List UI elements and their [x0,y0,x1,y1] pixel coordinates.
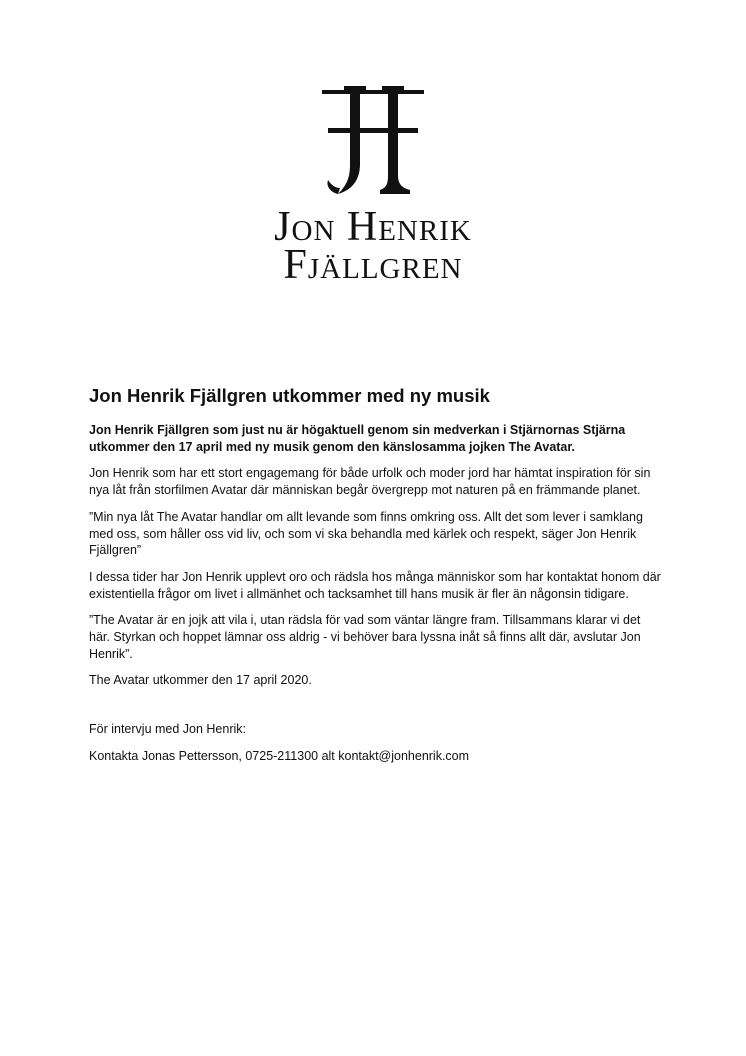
logo-line-1: Jon Henrik [274,204,472,250]
article-paragraph: ”The Avatar är en jojk att vila i, utan rädsla för vad som väntar längre fram. Tillsammans klarar vi det här. Styrkan och hoppet lämnar oss aldrig - vi behöver bara lyssna inåt så finns allt där, avslutar Jon Henrik”. [89,613,641,661]
article-title: Jon Henrik Fjällgren utkommer med ny musik [89,385,490,406]
logo [0,84,746,288]
article-paragraph: The Avatar utkommer den 17 april 2020. [89,673,312,688]
jh-monogram-icon [318,84,428,196]
article-paragraph: I dessa tider har Jon Henrik upplevt oro och rädsla hos många människor som har kontaktat honom där existentiella frågor om livet i allmänhet och tacksamhet till hans musik är fler än någonsin tidigare. [89,569,661,601]
article-paragraph: Jon Henrik som har ett stort engagemang för både urfolk och moder jord har hämtat inspiration för sin nya låt från storfilmen Avatar där människan begår övergrepp mot naturen på en främmande planet. [89,466,651,498]
contact-line: Kontakta Jonas Pettersson, 0725-211300 alt kontakt@jonhenrik.com [89,748,470,763]
article [89,384,664,775]
logo-wordmark [0,204,746,288]
article-lead: Jon Henrik Fjällgren som just nu är högaktuell genom sin medverkan i Stjärnornas Stjärna utkommer den 17 april med ny musik genom den känslosamma jojken The Avatar. [89,423,626,454]
contact-heading: För intervju med Jon Henrik: [89,722,247,737]
article-paragraph: ”Min nya låt The Avatar handlar om allt levande som finns omkring oss. Allt det som lever i samklang med oss, som håller oss vid liv, och som vi ska behandla med kärlek och respekt, säger Jon Henrik Fjällgren” [89,509,643,558]
logo-line-2: Fjällgren [283,242,463,288]
